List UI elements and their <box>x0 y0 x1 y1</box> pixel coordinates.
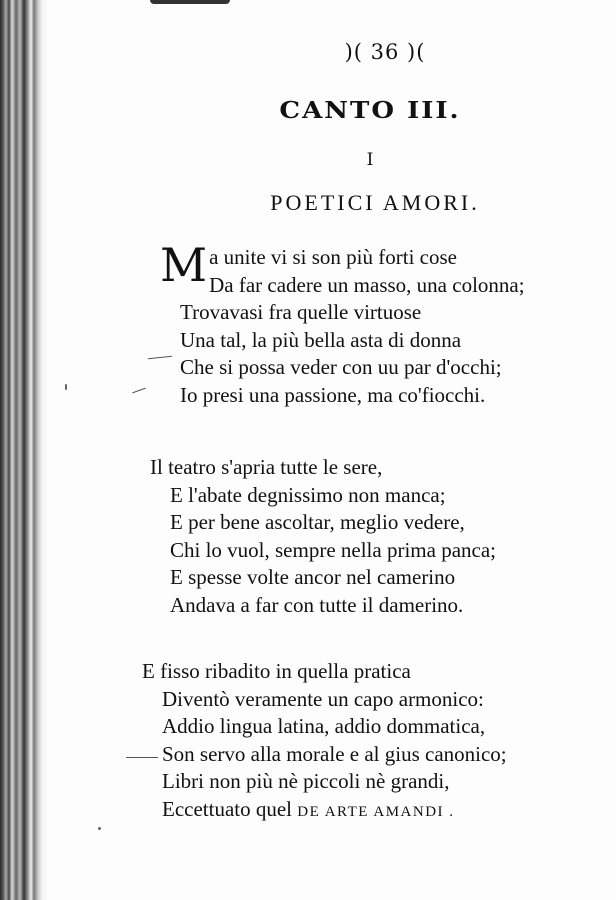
ink-smudge <box>150 0 230 4</box>
stanza-3 <box>142 658 507 826</box>
verse-line: Libri non più nè piccoli nè grandi, <box>162 769 450 793</box>
drop-cap: M <box>160 238 208 292</box>
verse-line: E per bene ascoltar, meglio vedere, <box>170 510 465 534</box>
stanza-1 <box>160 238 525 409</box>
margin-mark <box>126 757 158 758</box>
verse-line: Chi lo vuol, sempre nella prima panca; <box>170 537 496 562</box>
verse-line-text: Eccettuato quel <box>162 796 293 821</box>
stanza-2 <box>150 454 496 619</box>
verse-line: Una tal, la più bella asta di donna <box>180 327 462 352</box>
book-binding <box>0 0 48 900</box>
speck <box>98 827 101 830</box>
verse-line: Da far cadere un masso, una colonna; <box>209 272 525 297</box>
verse-line: Diventò veramente un capo armonico: <box>162 686 484 711</box>
verse-line: E fisso ribadito in quella pratica <box>142 659 411 683</box>
book-title-smallcaps: DE ARTE AMANDI . <box>297 803 455 820</box>
section-numeral: I <box>366 150 374 170</box>
margin-mark <box>132 388 145 394</box>
page-number: )( 36 )( <box>344 40 426 64</box>
verse-line: Andava a far con tutte il damerino. <box>170 592 464 617</box>
poem-title: POETICI AMORI. <box>270 190 480 215</box>
verse-line-final <box>142 796 507 827</box>
speck <box>65 384 67 390</box>
verse-line: a unite vi si son più forti cose <box>209 245 457 269</box>
verse-line: Io presi una passione, ma co'fiocchi. <box>180 382 486 407</box>
verse-line: Addio lingua latina, addio dommatica, <box>162 714 486 738</box>
canto-title: CANTO III. <box>279 97 461 125</box>
verse-line: Son servo alla morale e al gius canonico; <box>162 741 507 766</box>
verse-line: Trovavasi fra quelle virtuose <box>180 300 422 324</box>
verse-line: E l'abate degnissimo non manca; <box>170 482 446 507</box>
verse-line: E spesse volte ancor nel camerino <box>170 565 456 589</box>
verse-line: Il teatro s'apria tutte le sere, <box>150 455 383 479</box>
verse-line: Che si possa veder con uu par d'occhi; <box>180 355 502 379</box>
